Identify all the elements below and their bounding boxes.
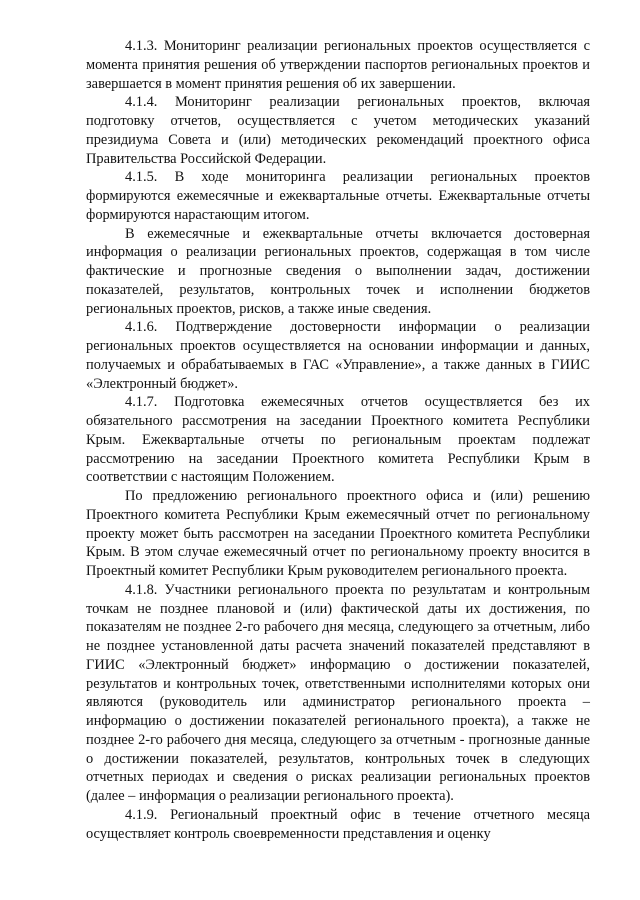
paragraph-4-1-4: 4.1.4. Мониторинг реализации региональных проектов, включая подготовку отчетов, осуществляется с учетом методических указаний президиума Совета и (или) методических рекомендаций проектного офиса Правительства Российской Федерации. [86, 94, 590, 167]
document-body [86, 37, 590, 843]
paragraph-4-1-7-proposal: По предложению регионального проектного офиса и (или) решению Проектного комитета Республики Крым ежемесячный отчет по региональному проекту может быть рассмотрен на заседании Проектного комитета Республики Крым. В этом случае ежемесячный отчет по региональному проекту вносится в Проектный комитет Республики Крым руководителем регионального проекта. [86, 488, 590, 579]
paragraph-4-1-5: 4.1.5. В ходе мониторинга реализации региональных проектов формируются ежемесячные и ежеквартальные отчеты. Ежеквартальные отчеты формируются нарастающим итогом. [86, 169, 590, 223]
paragraph-4-1-3: 4.1.3. Мониторинг реализации региональных проектов осуществляется с момента принятия решения об утверждении паспортов региональных проектов и завершается в момент принятия решения об их завершении. [86, 38, 590, 92]
paragraph-4-1-5-reports: В ежемесячные и ежеквартальные отчеты включается достоверная информация о реализации региональных проектов, содержащая в том числе фактические и прогнозные сведения о выполнении задач, достижении показателей, результатов, контрольных точек и исполнении бюджетов региональных проектов, рисков, а также иные сведения. [86, 225, 590, 317]
paragraph-4-1-8: 4.1.8. Участники регионального проекта по результатам и контрольным точкам не позднее плановой и (или) фактической даты их достижения, по показателям не позднее 2-го рабочего дня месяца, следующего за отчетным, либо не позднее установленной даты расчета значений показателей представляют в ГИИС «Электронный бюджет» информацию о достижении показателей, результатов и контрольных точек, ответственными исполнителями которых они являются (руководитель или администратор регионального проекта – информацию о достижении показателей регионального проекта), а также не позднее 2-го рабочего дня месяца, следующего за отчетным - прогнозные данные о достижении показателей, результатов, контрольных точек в следующих отчетных периодах и сведения о рисках реализации региональных проектов (далее – информация о реализации регионального проекта). [86, 581, 590, 804]
paragraph-4-1-6: 4.1.6. Подтверждение достоверности информации о реализации региональных проектов осуществляется на основании информации и данных, получаемых и обрабатываемых в ГАС «Управление», а также данных в ГИИС «Электронный бюджет». [86, 319, 590, 392]
paragraph-4-1-7: 4.1.7. Подготовка ежемесячных отчетов осуществляется без их обязательного рассмотрения на заседании Проектного комитета Республики Крым. Ежеквартальные отчеты по региональным проектам подлежат рассмотрению на заседании Проектного комитета Республики Крым в соответствии с настоящим Положением. [86, 394, 590, 486]
paragraph-4-1-9: 4.1.9. Региональный проектный офис в течение отчетного месяца осуществляет контроль своевременности представления и оценку [86, 806, 590, 842]
